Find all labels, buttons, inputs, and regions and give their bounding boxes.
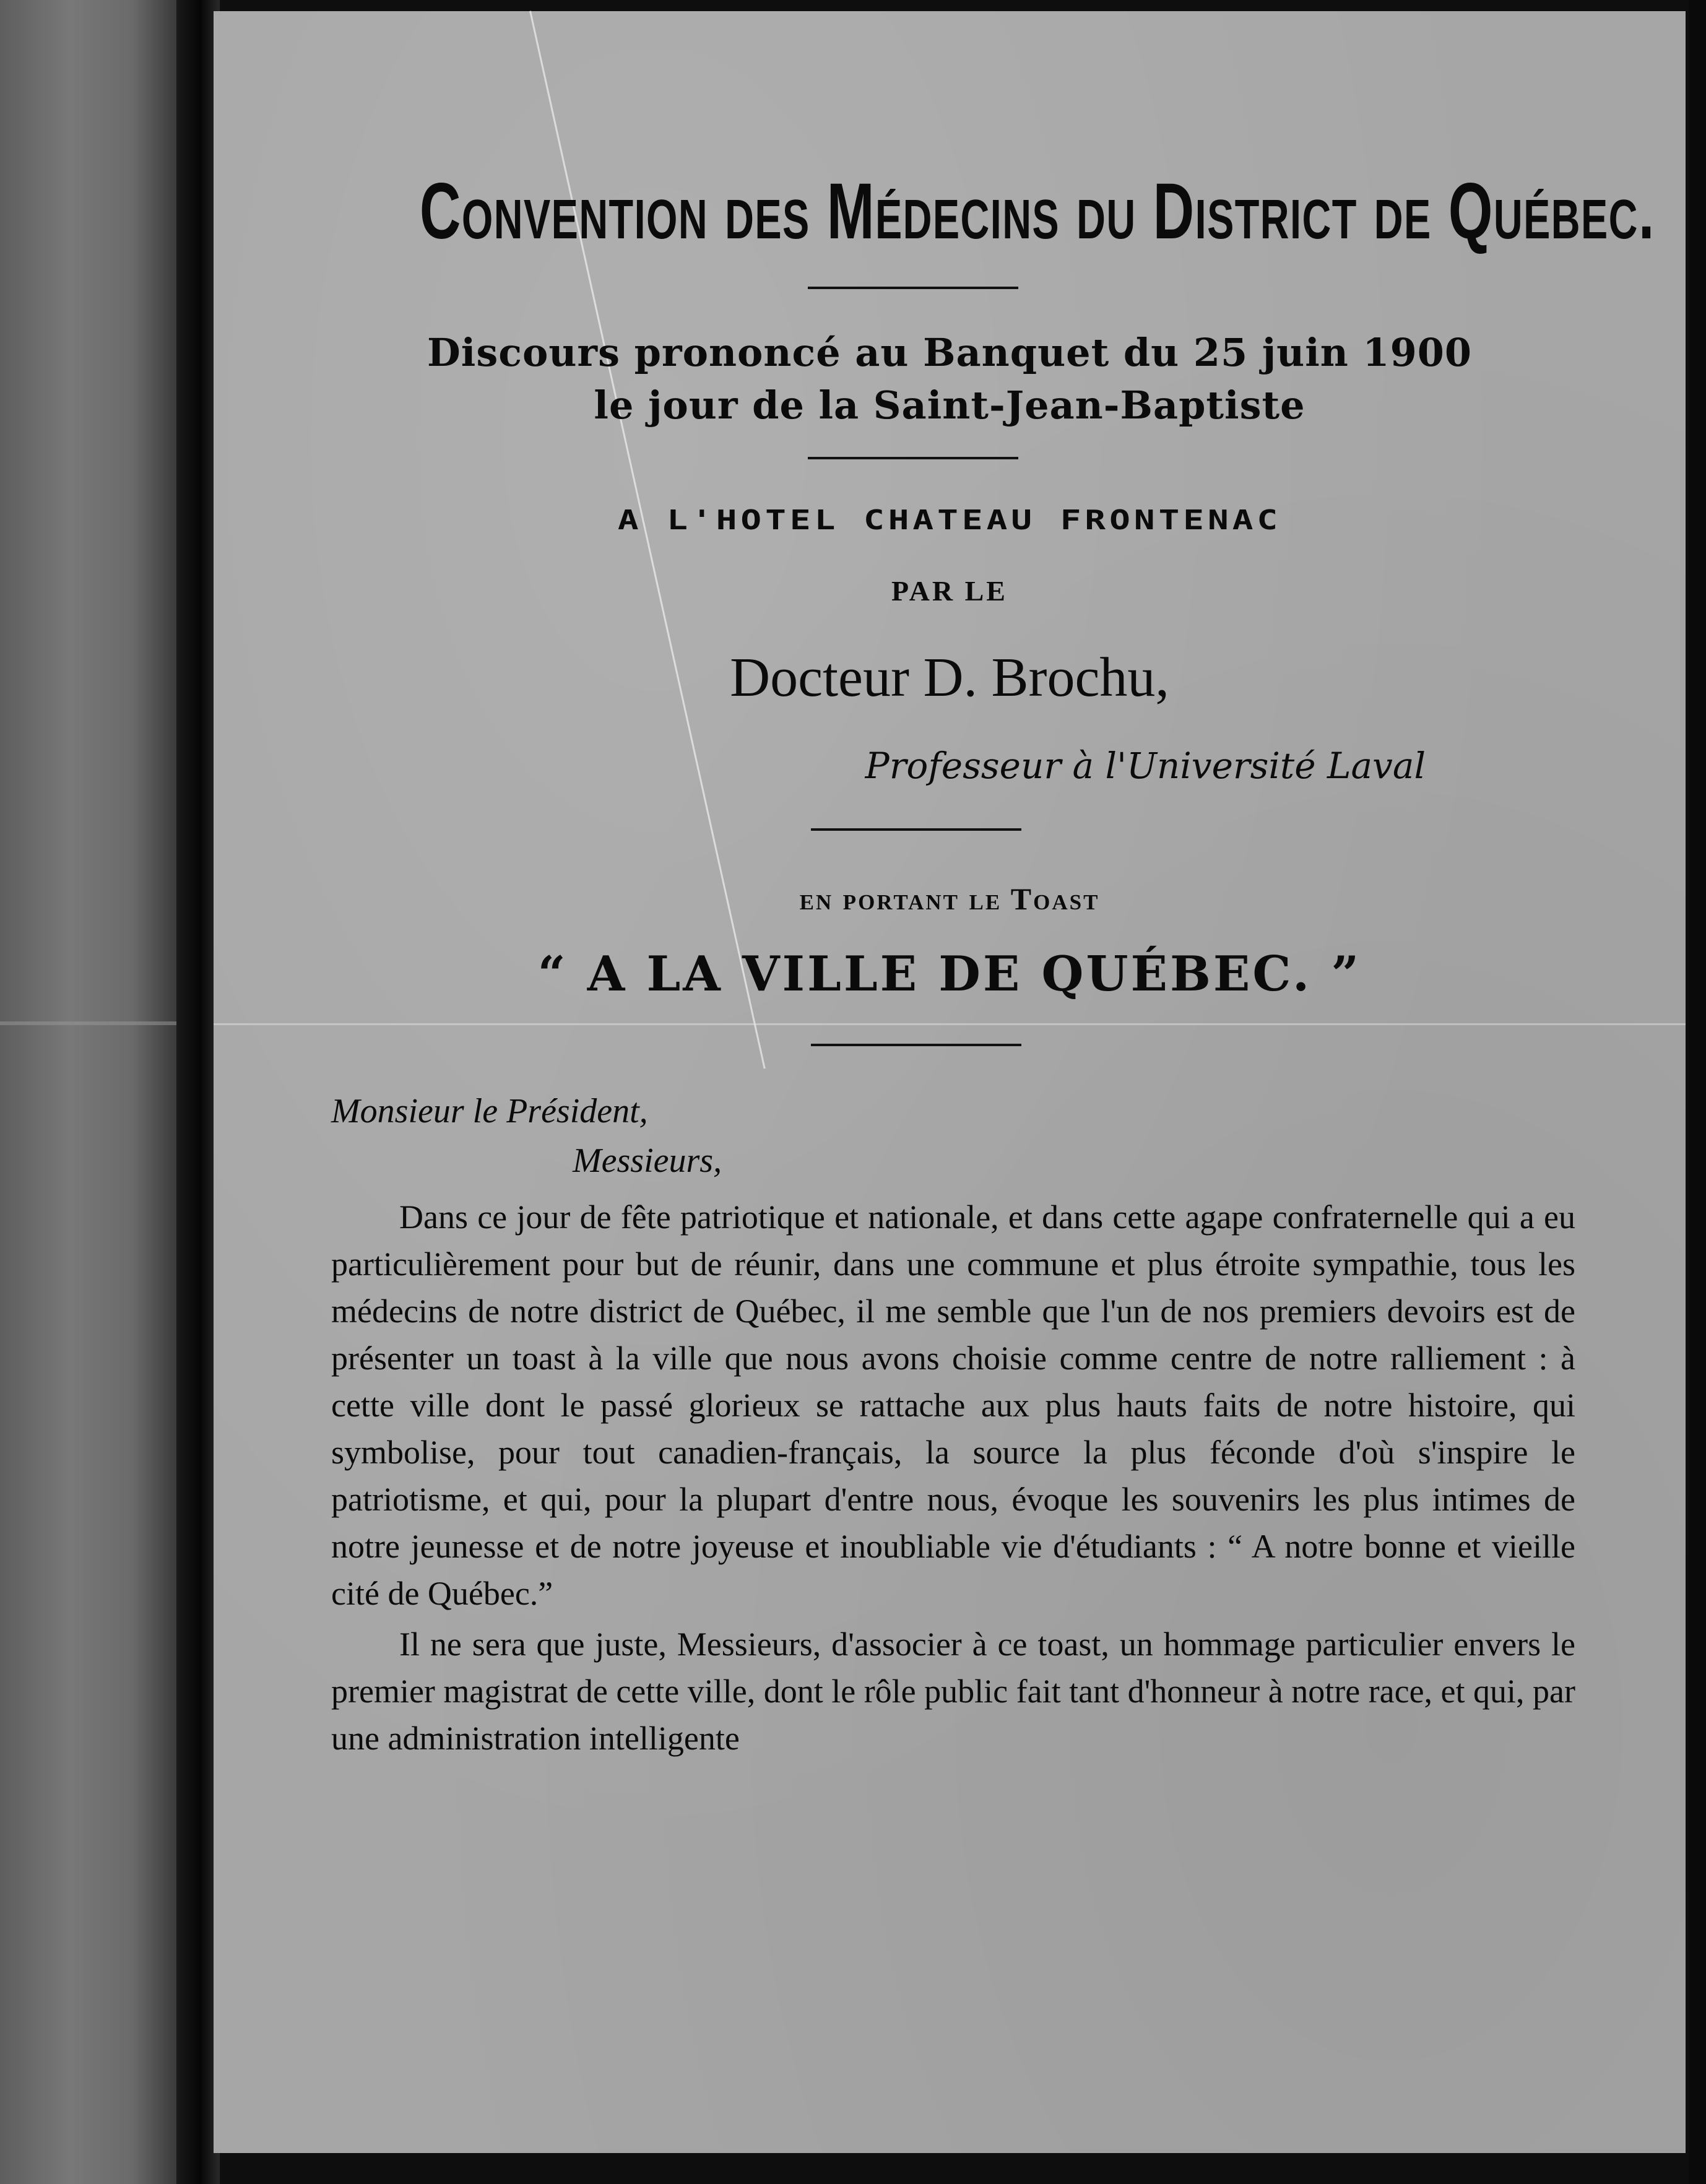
author-role: Professeur à l'Université Laval [865, 745, 1426, 787]
venue-heading: A L'HOTEL CHATEAU FRONTENAC [617, 505, 1282, 536]
divider-rule [808, 287, 1018, 289]
par-le-text: PAR LE [891, 575, 1008, 607]
toast-intro: en portant le Toast [799, 882, 1100, 916]
scanner-background-board [0, 0, 176, 2184]
author-name: Docteur D. Brochu, [730, 647, 1169, 708]
page-fold-line [214, 1023, 1686, 1025]
document-title: Convention des Médecins du District de Québec. [419, 167, 1655, 256]
subtitle-line-2: le jour de la Saint-Jean-Baptiste [594, 383, 1305, 428]
subtitle-line-1: Discours prononcé au Banquet du 25 juin 1900 [427, 330, 1472, 375]
salutation-president: Monsieur le Président, [331, 1092, 648, 1130]
speech-paragraph-1: Dans ce jour de fête patriotique et nationale, et dans cette agape confraternelle qui a eu particulièrement pour but de réunir, dans une commune et plus étroite sympathie, tous les médecins de notre district de Québec, il me semble que l'un de nos premiers devoirs est de présenter un toast à la ville que nous avons choisie comme centre de notre ralliement : à cette ville dont le passé glorieux se rattache aux plus hauts faits de notre histoire, qui symbolise, pour tout canadien-français, la source la plus féconde d'où s'inspire le patriotisme, et qui, pour la plupart d'entre nous, évoque les souvenirs les plus intimes de notre jeunesse et de notre joyeuse et inoubliable vie d'étudiants : “ A notre bonne et vieille cité de Québec.” [331, 1198, 1575, 1612]
right-page-edge [1689, 0, 1706, 2184]
divider-rule [808, 457, 1018, 459]
speech-body [331, 1194, 1575, 1766]
divider-rule [811, 828, 1021, 831]
salutation-messieurs: Messieurs, [573, 1142, 722, 1180]
toast-heading: “ A LA VILLE DE QUÉBEC. ” [537, 946, 1362, 1002]
divider-rule [811, 1044, 1021, 1046]
speech-paragraph-2: Il ne sera que juste, Messieurs, d'associer à ce toast, un hommage particulier envers le premier magistrat de cette ville, dont le rôle public fait tant d'honneur à notre race, et qui, par une administration intelligente [331, 1626, 1575, 1757]
document-page [214, 11, 1686, 2153]
board-seam [0, 1021, 176, 1025]
